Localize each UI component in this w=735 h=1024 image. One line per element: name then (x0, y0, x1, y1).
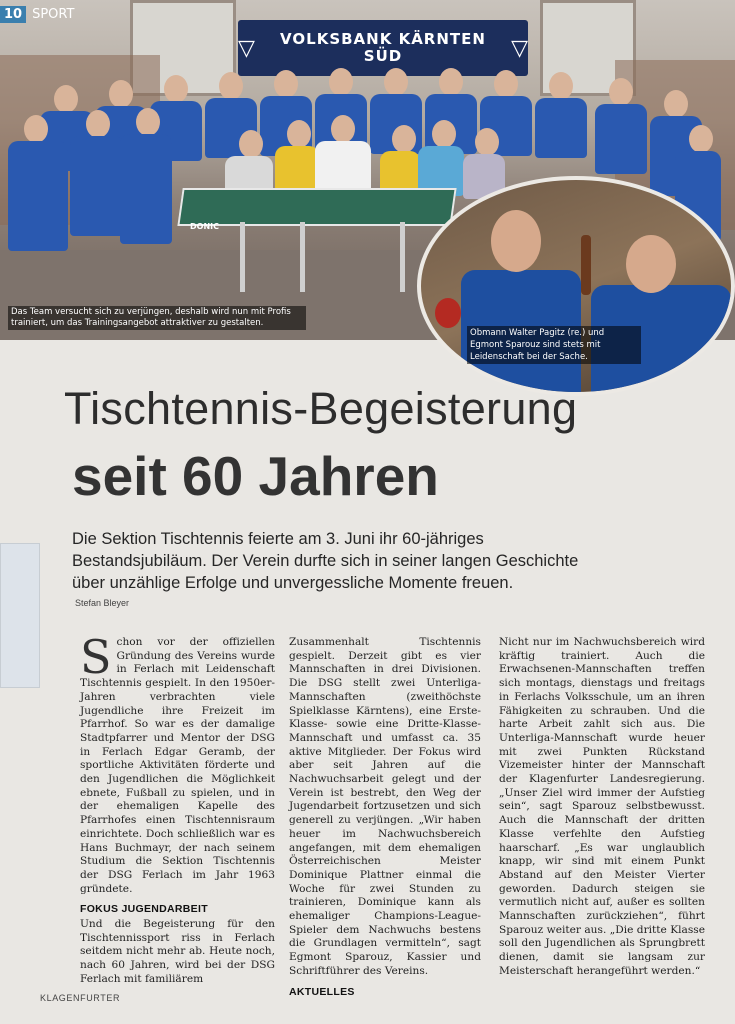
volksbank-logo-icon: ▽ (511, 35, 528, 61)
headline-line-2: seit 60 Jahren (72, 445, 439, 507)
subheading-current: AKTUELLES (289, 985, 355, 998)
person-left-face (491, 210, 541, 272)
pingpong-table (177, 188, 456, 226)
paragraph-1 (80, 630, 275, 896)
table-brand: DONIC (190, 222, 219, 231)
headline-line-1: Tischtennis-Begeisterung (64, 383, 578, 434)
paragraph-2-part-1: Und die Begeisterung für den Tischtennissport riss in Ferlach seitdem nicht mehr ab. Heute noch, nach 60 Jahren, wird bei der DSG Ferlach mit familiärem (80, 918, 275, 985)
banner-text: VOLKSBANK KÄRNTEN SÜD (280, 30, 486, 65)
inset-photo-caption: Obmann Walter Pagitz (re.) und Egmont Sparouz sind stets mit Leidenschaft bei der Sache. (467, 326, 641, 364)
paragraph-3-part-2: Nicht nur im Nachwuchsbereich wird kräftig trainiert. Auch die Erwachsenen-Mannschaften treffen sich montags, dienstags und freitags in Ferlachs Volksschule, um an ihren Fähigkeiten zu schrauben. Und die harte Arbeit zahlt sich aus. Die Unterliga-Mannschaft wurde heuer mit zwei Punkten Rückstand Vizemeister hinter der Mannschaft der Klagenfurter Landesregierung. „Unser Ziel wird immer der Aufstieg sein“, sagt Sparouz selbstbewusst. Auch die Mannschaft der dritten Klasse verfehlte den Aufstieg haarscharf. „Es war unglaublich knapp, wir sind mit einem Punkt Abstand auf den Meister Vierter geworden. Dadurch steigen sie vermutlich nicht auf, außer es sollten Mannschaften zurückziehen“, führt Sparouz weiter aus. „Die dritte Klasse soll den Jugendlichen als Sprungbrett dienen, damit sie langsam zur Meisterschaft herangeführt werden.“ (499, 636, 705, 977)
table-leg (400, 222, 405, 292)
paragraph-2-part-2: Zusammenhalt Tischtennis gespielt. Derzeit gibt es vier Mannschaften in drei Divisionen. Die DSG stellt zwei Unterliga-Mannschaften (zweithöchste Spielklasse Kärntens), eine Erste-Klasse- sowie eine Dritte-Klasse-Mannschaft und umfasst ca. 35 aktive Mitglieder. Der Fokus wird aber seit Jahren auf die Nachwuchsarbeit gelegt und der Verein ist bestrebt, den Weg der Jugendarbeit fortzusetzen und sich generell zu verjüngen. „Wir haben heuer im Nachwuchsbereich angefangen, mit dem ehemaligen Österreichischen Meister Dominique Plattner einmal die Woche für zwei Stunden zu trainieren, Dominique kann als ehemaliger Champions-League-Spieler dem Nachwuchs bestens die Grundlagen vermitteln“, sagt Egmont Sparouz, Kassier und Schriftführer des Vereins. (289, 636, 481, 977)
article-column-2 (289, 636, 481, 1000)
author-byline: Stefan Bleyer (75, 598, 130, 608)
person-right-face (626, 235, 676, 293)
article-column-1-cont (80, 918, 275, 987)
paddle-icon (435, 298, 461, 328)
article-column-1 (80, 630, 275, 918)
table-leg (300, 222, 305, 292)
paragraph-1-text: chon vor der offiziellen Gründung des Vereins wurde in Ferlach mit Leidenschaft Tischtennis gespielt. In den 1950er-Jahren verbrachten viele Jugendliche ihre Freizeit im Pfarrhof. So war es der damalige Stadtpfarrer und Mentor der DSG in Ferlach Edgar Geramb, der sportliche Aktivitäten förderte und den Jugendlichen die Möglichkeit ebnete, Fußball zu spielen, und in der ehemaligen Kapelle des Pfarrhofes einen Tischtennisraum einrichtete. Doch schließlich war es Hans Buchmayr, der nach seinem Studium die Sektion Tischtennis der DSG Ferlach im Jahr 1963 gründete. (80, 636, 275, 895)
article-lead: Die Sektion Tischtennis feierte am 3. Juni ihr 60-jähriges Bestandsjubiläum. Der Verein durfte sich in seiner langen Geschichte über unzählige Erfolge und unvergessliche Momente freuen. (72, 530, 579, 592)
team-photo-caption: Das Team versucht sich zu verjüngen, deshalb wird nun mit Profis trainiert, um das Trainingsangebot attraktiver zu gestalten. (8, 306, 306, 330)
drop-cap: S (80, 630, 112, 684)
section-tag (0, 6, 74, 23)
table-leg (240, 222, 245, 292)
article-column-3 (499, 636, 705, 979)
section-label: SPORT (32, 7, 75, 22)
volksbank-logo-icon: ▽ (238, 35, 255, 61)
page-number: 10 (0, 6, 26, 23)
sticky-note (0, 543, 40, 688)
subheading-focus: FOKUS JUGENDARBEIT (80, 903, 208, 916)
publication-footer: KLAGENFURTER (40, 993, 121, 1003)
paddle-handle-icon (581, 235, 591, 295)
